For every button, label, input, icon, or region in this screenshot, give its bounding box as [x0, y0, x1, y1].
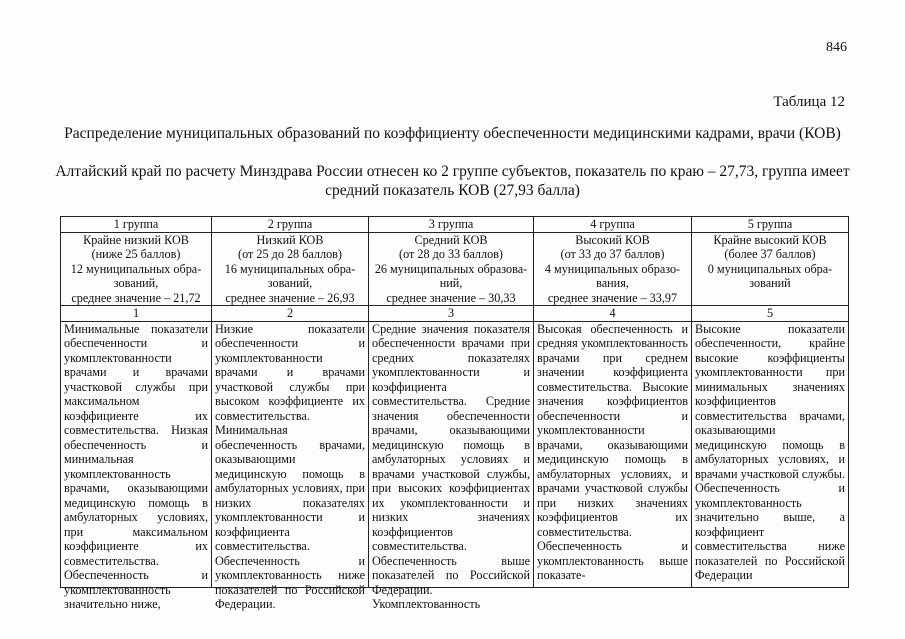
table-label: Таблица 12 [773, 94, 845, 110]
group-count: 26 муниципальных образова-ний, [374, 261, 528, 290]
group-description: Низкие показатели обеспеченности и укомплектованности врачами и врачами участковой службы при высоком коэффициенте их совместительства. Минимальная обеспеченность врачами, оказывающими медицинскую помощь в амбулаторных условиях, при низких показателях укомплектованности и коэффициента совместительства. Обеспеченность и укомплектованность ниже показателей по Российской Федерации. [215, 321, 365, 611]
group-description: Минимальные показатели обеспеченности и укомплектованности врачами и врачами участковой службы при максимальном коэффициенте их совместительства. Низкая обеспеченность и минимальная укомплектованность врачами, оказывающими медицинскую помощь в амбулаторных условиях, при максимальном коэффициенте их совместительства. Обеспеченность и укомплектованность значительно ниже, [64, 321, 208, 611]
group-summary-cell [369, 232, 534, 306]
group-description: Высокие показатели обеспеченности, крайне высокие коэффициенты укомплектованности при минимальных значениях коэффициентов совместительства врачами, оказывающими медицинскую помощь в амбулаторных условиях, и врачами участковой службы. Обеспеченность и укомплектованность значительно выше, а коэффициент совместительства ниже показателей по Российской Федерации [695, 321, 845, 582]
group-average: среднее значение – 21,72 [71, 290, 201, 305]
group-range: (ниже 25 баллов) [91, 247, 181, 261]
description-row [61, 321, 849, 587]
group-range: (от 28 до 33 баллов) [399, 247, 503, 261]
document-subtitle: Алтайский край по расчету Минздрава России отнесен ко 2 группе субъектов, показатель по краю – 27,73, группа имеет средний показатель КОВ (27,93 балла) [55, 163, 850, 199]
group-name-cell: 3 группа [369, 217, 534, 233]
group-description-cell [61, 321, 212, 611]
page-number: 846 [826, 40, 847, 55]
group-name-cell: 1 группа [61, 217, 212, 233]
group-count: 0 муниципальных обра-зований [707, 261, 833, 290]
group-range: (от 25 до 28 баллов) [238, 247, 342, 261]
group-count: 4 муниципальных образо-вания, [544, 261, 681, 290]
document-title: Распределение муниципальных образований по коэффициенту обеспеченности медицинскими кадрами, врачи (КОВ) [64, 125, 841, 142]
column-number: 2 [212, 306, 369, 322]
group-description: Высокая обеспеченность и средняя укомплектованность врачами при среднем значении коэффициента совместительства. Высокие значения коэффициентов обеспеченности и укомплектованности врачами, оказывающими медицинскую помощь в амбулаторных условиях, и врачами участковой службы при низких значениях коэффициентов их совместительства. Обеспеченность и укомплектованность выше показате- [537, 321, 688, 582]
column-number: 4 [534, 306, 692, 322]
group-name-row [61, 217, 849, 233]
column-number: 3 [369, 306, 534, 322]
group-name-cell: 5 группа [692, 217, 849, 233]
group-description-cell [534, 321, 692, 587]
group-summary-row [61, 232, 849, 306]
group-summary-cell [692, 232, 849, 306]
group-description-cell [692, 321, 849, 587]
group-description: Средние значения показателя обеспеченности врачами при средних показателях укомплектованности и коэффициента совместительства. Средние значения обеспеченности врачами, оказывающими медицинскую помощь в амбулаторных условиях и врачами участковой службы, при высоких коэффициентах их укомплектованности и низких значениях коэффициентов совместительства. Обеспеченность выше показателей по Российской Федерации. Укомплектованность [372, 321, 530, 611]
group-level: Крайне высокий КОВ [713, 232, 827, 247]
column-number: 5 [692, 306, 849, 322]
group-average: среднее значение – 26,93 [225, 290, 355, 305]
group-level: Средний КОВ [414, 232, 488, 247]
group-summary-cell [534, 232, 692, 306]
group-name-cell: 2 группа [212, 217, 369, 233]
group-average: среднее значение – 33,97 [547, 290, 678, 305]
group-summary-cell [61, 232, 212, 306]
group-description-cell [212, 321, 369, 611]
group-average: среднее значение – 30,33 [386, 290, 516, 305]
group-name-cell: 4 группа [534, 217, 692, 233]
group-range: (более 37 баллов) [724, 247, 816, 261]
groups-table [60, 216, 849, 611]
column-number-row [61, 306, 849, 322]
group-description-cell [369, 321, 534, 611]
group-range: (от 33 до 37 баллов) [560, 247, 665, 261]
group-count: 12 муниципальных обра-зований, [70, 261, 202, 290]
group-level: Низкий КОВ [256, 232, 324, 247]
group-summary-cell [212, 232, 369, 306]
group-level: Высокий КОВ [575, 232, 650, 247]
group-level: Крайне низкий КОВ [83, 232, 189, 247]
column-number: 1 [61, 306, 212, 322]
group-count: 16 муниципальных обра-зований, [224, 261, 356, 290]
